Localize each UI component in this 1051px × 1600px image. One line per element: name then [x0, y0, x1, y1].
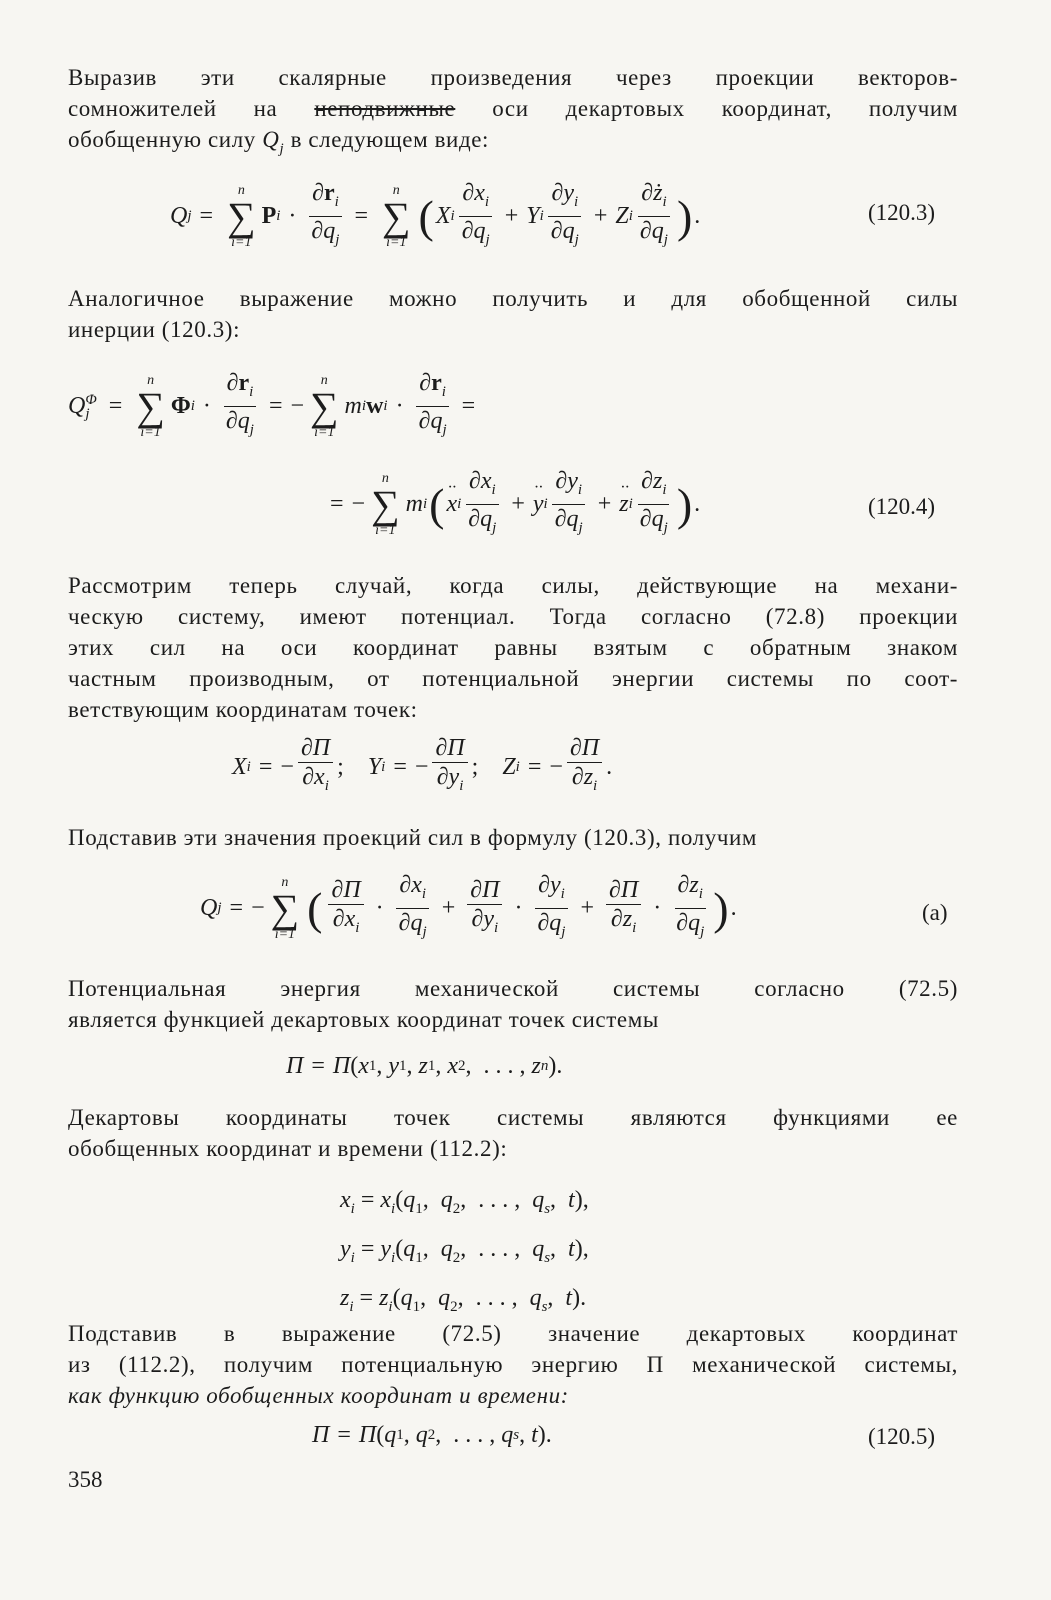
paragraph-5-line-1: Потенциальная энергия механической системы согласно (72.5): [68, 976, 958, 1001]
equation-120-4-line-1: Q Φ j = n ∑ i=1 Φ i · $\frac{\partial r_i}{\partial q_j}$ = − n ∑ i=1 m i w i · $\frac{\partial r_i}{\partial q_j}$ =: [68, 370, 476, 440]
paragraph-4-line-1: Подставив эти значения проекций сил в формулу (120.3), получим: [68, 825, 758, 850]
paragraph-6: [68, 1102, 958, 1164]
equation-potential-energy-cartesian: П = П ( x 1 , y 1 , z 1 , x 2 , . . . , z n ).: [286, 1053, 563, 1079]
paragraph-1: [68, 62, 958, 165]
equation-potential-forces: X i = − $\frac{\partial П}{\partial x_i}$ ; Y i = − $\frac{\partial П}{\partial y_i}$ ; Z i = − $\frac{\partial П}{\partial z_i}$ .: [232, 735, 613, 794]
equation-a: Q j = − n ∑ i=1 ( $\frac{\partial П}{\partial x_i}$ · $\frac{\partial x_i}{\partial q_j}$ + $\frac{\partial П}{\partial y_i}$ · $\frac{\partial y_i}{\partial q_j}$ + $\frac{\partial П}{\partial z_i}$ · $\frac{\partial z_i}{\partial q_j}$ ) .: [200, 872, 737, 942]
paragraph-4: [68, 822, 958, 853]
equation-number-a: (а): [922, 900, 948, 925]
paragraph-3-line-2: ческую систему, имеют потенциал. Тогда согласно (72.8) проекции: [68, 604, 958, 629]
paragraph-1-line-2: сомножителей на неподвижные оси декартовых координат, получим: [68, 96, 958, 121]
equation-number-120-3: (120.3): [868, 200, 936, 225]
paragraph-2-line-2: инерции (120.3):: [68, 317, 241, 342]
paragraph-1-line-3: обобщенную силу $Q_j$ в следующем виде:: [68, 127, 490, 157]
paragraph-7: [68, 1318, 958, 1411]
page-number: 358: [68, 1467, 103, 1492]
paragraph-3-line-4: частным производным, от потенциальной энергии системы по соот-: [68, 666, 958, 691]
paragraph-7-line-2: из (112.2), получим потенциальную энергию П механической системы,: [68, 1352, 958, 1377]
paragraph-5: [68, 973, 958, 1035]
paragraph-7-line-1: Подставив в выражение (72.5) значение декартовых координат: [68, 1321, 958, 1346]
paragraph-3: [68, 570, 958, 725]
paragraph-7-line-3: как функцию обобщенных координат и времени:: [68, 1383, 569, 1408]
paragraph-6-line-1: Декартовы координаты точек системы являются функциями ее: [68, 1105, 958, 1130]
equation-cartesian-coordinates: $x_i = x_i(q_1$, $q_2$, . . . , $q_s$, t), $y_i = y_i(q_1$, $q_2$, . . . , $q_s$, t), $z_i = z_i(q_1$, $q_2$, . . . , $q_s$, t).: [340, 1187, 589, 1315]
paragraph-2: [68, 283, 958, 345]
paragraph-6-line-2: обобщенных координат и времени (112.2):: [68, 1136, 508, 1161]
paragraph-1-line-1: Выразив эти скалярные произведения через проекции векторов-: [68, 65, 958, 90]
paragraph-3-line-3: этих сил на оси координат равны взятым с обратным знаком: [68, 635, 958, 660]
paragraph-2-line-1: Аналогичное выражение можно получить и для обобщенной силы: [68, 286, 958, 311]
equation-120-3: Q j = n ∑ i=1 P i · $\frac{\partial r_i}{\partial q_j}$ = n ∑ i=1 ( X i $\frac{\partial x_i}{\partial q_j}$ + Y i $\frac{\partial y_i}{\partial q_j}$ + Z i $\frac{\partial ż_i}{\partial q_j}$ ) .: [170, 180, 701, 250]
paragraph-5-line-2: является функцией декартовых координат точек системы: [68, 1007, 659, 1032]
paragraph-3-line-5: ветствующим координатам точек:: [68, 697, 418, 722]
equation-number-120-5: (120.5): [868, 1424, 936, 1449]
equation-number-120-4: (120.4): [868, 494, 936, 519]
equation-120-5: П = П ( q 1 , q 2 , . . . , q s , t ).: [312, 1422, 552, 1448]
paragraph-3-line-1: Рассмотрим теперь случай, когда силы, действующие на механи-: [68, 573, 958, 598]
equation-120-4-line-2: = − n ∑ i=1 m i ( ·· x i $\frac{\partial x_i}{\partial q_j}$ + ·· y i $\frac{\partial y_i}{\partial q_j}$ + ·· z i $\frac{\partial z_i}{\partial q_j}$ ) .: [322, 468, 700, 541]
